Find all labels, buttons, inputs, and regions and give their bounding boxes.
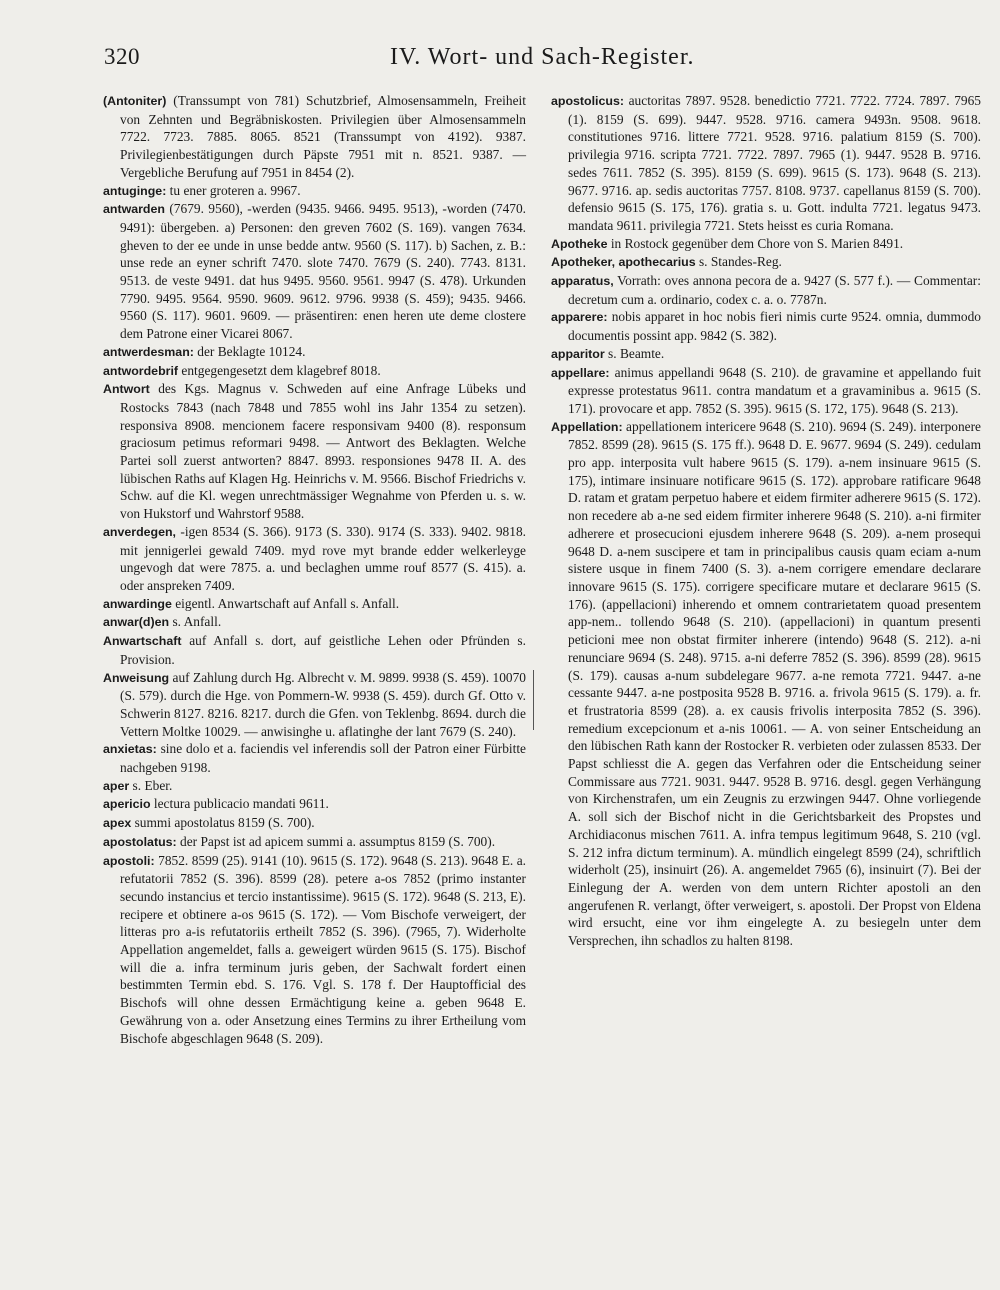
left-column [103,92,526,1047]
entry-headword: Appellation: [551,419,623,434]
entry-text: (7679. 9560), -werden (9435. 9466. 9495. 9513), -worden (7470. 9491): übergeben. a) Personen: den greven 7602 (S. 169). vangen 7634. gheven to der ee unde in unse bedde antw. 9560 (S. 117). b) Sachen, z. B.: unse rede an eyner schrift 7470. slote 7470. 7679 (S. 240). 7743. 8131. 9513. de veste 9491. dat hus 9495. 9560. 9561. 9947 (S. 478). Urkunden 7790. 9495. 9564. 9590. 9609. 9612. 9796. 9938 (S. 459); 9435. 9466. 9560 (S. 117). 9601. 9609. — präsentiren: enen heren ute deme clostere dem Patrone einer Vicarei 8067. [120,201,526,342]
entry-text: der Papst ist ad apicem summi a. assumptus 8159 (S. 700). [176,833,496,849]
entry-headword: aper [103,778,130,793]
entry-headword: Antwort [103,382,150,397]
index-entry [103,380,526,523]
index-entry [103,852,526,1048]
index-entry [103,362,526,381]
index-entry [103,669,526,741]
entry-text: tu ener groteren a. 9967. [166,182,301,198]
index-entry [551,345,981,364]
entry-text: 7852. 8599 (25). 9141 (10). 9615 (S. 172). 9648 (S. 213). 9648 E. a. refutatorii 7852 (S. 396). 8599 (28). petere a-os 7852 (primo instanter secundo instancius et tercio instantissime). 9615 (S. 172). 9648 (S. 213, E). recipere et obtinere a-os 9615 (S. 172). — Vom Bischofe verweigert, der litteras pro a-is refutatoriis ertheilt 7852 (S. 396). (7965, 7). Widerholte Appellation angemeldet, falls a. geweigert würden 9615 (S. 175). Bischof will die a. infra terminum juris geben, der Sachwalt fordert einen bestimmten Termin ebd. S. 176. Vgl. S. 178 f. Der Hauptofficial des Bischofs will ohne dessen Ermächtigung keine a. geben 9648 E. Gewährung von a. oder Ansetzung eines Termins zu ihrer Ertheilung vom Bischofe abgeschlagen 9648 (S. 209). [120,852,526,1046]
entry-text: auf Anfall s. dort, auf geistliche Lehen oder Pfründen s. Provision. [120,633,526,667]
page-number: 320 [104,44,140,69]
entry-headword: apostoli: [103,853,155,868]
index-entry [103,595,526,614]
index-entry [551,308,981,344]
index-entry [103,632,526,668]
entry-text: der Beklagte 10124. [193,343,306,359]
entry-headword: antwordebrif [103,363,179,378]
entry-text: summi apostolatus 8159 (S. 700). [131,815,315,831]
index-entry [551,272,981,308]
entry-text: eigentl. Anwartschaft auf Anfall s. Anfall. [171,595,400,611]
index-entry [103,613,526,632]
entry-text: animus appellandi 9648 (S. 210). de gravamine et appellando fuit expresse protestatus 9611. contra mandatum et a gravaminibus a. 9615 (S. 171). provocare et app. 7852 (S. 395). 9615 (S. 172, 175). 9648 (S. 213). [568,364,981,416]
entry-headword: anwardinge [103,596,172,611]
entry-text: auctoritas 7897. 9528. benedictio 7721. 7722. 7724. 7897. 7965 (1). 8159 (S. 699). 9447. 9528. 9716. camera 9493n. 9508. 9618. constitutiones 9716. littere 7721. 9528. 9716. palatium 8159 (S. 700). privilegia 9716. scripta 7721. 7722. 7897. 7965 (1). 9447. 9528 B. 9716. sedes 7611. 7852 (S. 395). 8159 (S. 699). 9615 (S. 173). 9648 (S. 213). 9677. 9716. ap. sedis auctoritas 7757. 8108. 9737. capellanus 8159 (S. 700). defensio 9615 (S. 175, 176). gratia s. u. Gott. indulta 7721. legatus 9473. mandata 9611. privilegia 7721. Stets heisst es curia Romana. [568,93,981,233]
index-entry [103,182,526,201]
page-title: IV. Wort- und Sach-Register. [390,44,695,70]
index-entry [551,92,981,235]
entry-headword: apparere: [551,310,608,325]
entry-text: in Rostock gegenüber dem Chore von S. Marien 8491. [607,235,904,251]
index-entry [103,795,526,814]
index-entry [103,814,526,833]
entry-text: entgegengesetzt dem klagebref 8018. [178,362,381,378]
index-entry [103,777,526,796]
entry-headword: apparitor [551,346,605,361]
entry-headword: apostolicus: [551,94,624,108]
index-entry [551,235,981,254]
entry-text: lectura publicacio mandati 9611. [150,796,329,812]
entry-text: s. Eber. [129,777,173,793]
index-entry [103,523,526,595]
entry-text: auf Zahlung durch Hg. Albrecht v. M. 9899. 9938 (S. 459). 10070 (S. 579). durch die Hge. von Pommern-W. 9938 (S. 459). durch Gf. Otto v. Schwerin 8127. 8216. 8217. durch die Gfen. von Teklenbg. 8694. durch die Vettern Moltke 10029. — anwisinghe u. aflatinghe der lant 7679 (S. 240). [120,669,526,739]
index-entry [551,418,981,950]
entry-headword: antwerdesman: [103,344,194,359]
entry-headword: apex [103,816,132,831]
right-column [551,92,981,950]
entry-text: Vorrath: oves annona pecora de a. 9427 (S. 577 f.). — Commentar: decretum cum a. ordinario, codex c. a. o. 7787n. [568,273,981,307]
index-entry [551,253,981,272]
index-entry [103,200,526,343]
entry-headword: anverdegen, [103,524,176,539]
index-entry [551,364,981,418]
column-divider [533,670,534,730]
entry-text: s. Anfall. [169,614,222,630]
entry-text: sine dolo et a. faciendis vel inferendis soll der Patron einer Fürbitte nachgeben 9198. [120,741,526,776]
entry-headword: anwar(d)en [103,615,170,630]
index-entry [103,740,526,776]
entry-text: -igen 8534 (S. 366). 9173 (S. 330). 9174 (S. 333). 9402. 9818. mit jennigerlei gewald 7409. myd rove myt brande edder welkerleyge ungevogh dat were 7875. a. und beclaghen umme rouf 8577 (S. 415). a. oder anspreken 7409. [120,523,526,593]
entry-headword: antuginge: [103,183,167,198]
index-entry [103,92,526,182]
entry-headword: Anweisung [103,670,170,685]
entry-headword: apericio [103,797,151,812]
entry-headword: appellare: [551,365,610,380]
entry-text: nobis apparet in hoc nobis fieri nimis curte 9524. omnia, dummodo documentis possint app. 9842 (S. 382). [568,309,981,344]
entry-text: (Transsumpt von 781) Schutzbrief, Almosensammeln, Freiheit von Zehnten und Begräbniskosten. Privilegien über Almosensammeln 7722. 7723. 7885. 8065. 8521 (Transsumpt von 4192). 9387. Privilegienbestätigungen durch Päpste 7951 mit n. 8521. 9387. — Vergebliche Berufung auf 7951 in 8454 (2). [120,93,526,180]
entry-text: s. Standes-Reg. [695,254,782,270]
entry-headword: apostolatus: [103,834,177,849]
entry-text: des Kgs. Magnus v. Schweden auf eine Anfrage Lübeks und Rostocks 7843 (nach 7848 und 7855 wohl ins Jahr 1354 zu setzen). responsiva 8908. mencionem facere responsivam 9400 (8). responsum graciosum petimus reformari 9498. — Antwort des Beklagten. Welche Partei soll zuerst antworten? 8847. 8993. responsiones 9478 II. A. des lübischen Raths auf Klagen Hg. Heinrichs v. M. 9566. Bischof Friedrichs v. Schw. auf die Kl. wegen unrechtmässiger Wegnahme von Pferden u. s. w. von Hukstorf und Wahrstorf 9588. [120,381,526,522]
entry-headword: Apotheke [551,236,608,251]
entry-headword: apparatus, [551,274,614,289]
entry-headword: antwarden [103,202,165,217]
entry-text: appellationem intericere 9648 (S. 210). 9694 (S. 249). interponere 7852. 8599 (28). 9615 (S. 175 ff.). 9648 D. E. 9677. 9694 (S. 249). cedulam pro app. interposita vult habere 9615 (S. 179). a-nem insinuare 9615 (S. 175), intimare insinuare notificare 9615 (S. 172). approbare ratificare 9648 D. ratam et gratam perpetuo habere et eidem firmiter adherere 9615 (S. 172). non recedere ab a-ne sed eidem firmiter inherere 9648 (S. 210). a-ni firmiter adherere et prosecucioni ejusdem inherere 9648 (S. 209). a-nem prosequi 9648 D. a-nem suscipere et tam in principalibus causis quam eciam a-num sistere usque in finem 7400 (S. 3). a-nem corrigere emendare declarare innovare 9615 (S. 175). corrigere specificare mutare et declarare 9615 (S. 176). (appellacioni) inherendo et omnem contrarietatem quoad presentem app-nem.. tollendo 9648 (S. 210). (appellacioni) in quantum presenti peticioni mee non obstat firmiter inherere (intendo) 9648 (S. 212). a-ni renunciare 9694 (S. 248). 9715. a-ni deferre 7852 (S. 396). 8599 (28). 9615 (S. 179). causas a-num subdelegare 9677. a-ne remota 7721. 9447. a-ne cessante 9447. a-ne postposita 9528 B. 9716. a. frivola 9615 (S. 179). a. fr. et frustratoria 8599 (28). a. ex causis frivolis interposita 7852 (S. 396). remedium excepcionum et a-nis 10061. — A. von seiner Entscheidung an den lübischen Rath kann der Rostocker R. verbieten oder zulassen 8533. Der Papst schliesst die A. gegen das Verfahren oder die Entscheidung seiner Commissare aus 7721. 9031. 9447. 9528 B. 9716. desgl. gegen Verhängung von Kirchenstrafen, um ein Zeugnis zu erzwingen 9447. Ohne vorliegende A. soll sich der Bischof nicht in die Gerichtsbarkeit des Propstes und Archidiaconus mischen 7611. A. infra tempus legitimum 9648, S. 210 (vgl. S. 212 infra dictum terminum). A. mündlich eingelegt 8599 (24), schriftlich widerholt (25), insinuirt (26). A. angemeldet 7965 (6), insinuirt (7). Bei der Einlegung der A. werden von dem untern Richter apostoli an den angerufenen R. verlangt, öfter verweigert, s. apostoli. Der Propst von Eldena wird ersucht, eine vor ihm eingelegte A. zu besiegeln unter dem Versprechen, ihn schadlos zu halten 8198. [568,418,981,949]
entry-headword: Apotheker, apothecarius [551,255,696,270]
entry-headword: (Antoniter) [103,94,167,108]
entry-headword: anxietas: [103,742,157,757]
entry-text: s. Beamte. [604,345,665,361]
index-entry [103,833,526,852]
index-entry [103,343,526,362]
entry-headword: Anwartschaft [103,634,182,649]
running-head [104,44,694,84]
